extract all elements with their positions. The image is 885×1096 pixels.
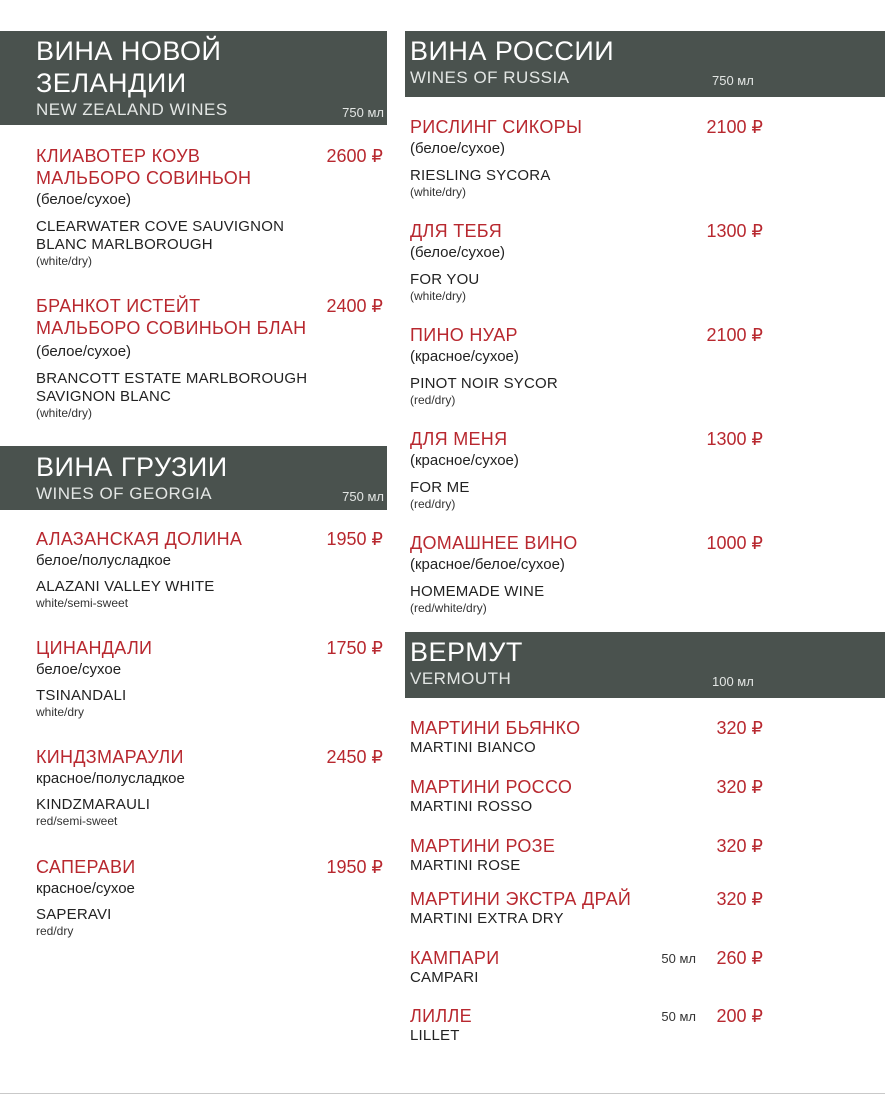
- vermouth-price: 320 ₽: [716, 718, 763, 738]
- wine-name: КЛИАВОТЕР КОУВ: [36, 146, 201, 166]
- wine-name: АЛАЗАНСКАЯ ДОЛИНА: [36, 529, 243, 549]
- wine-type-ru: красное/сухое: [36, 880, 135, 897]
- vermouth-name-en: LILLET: [410, 1027, 460, 1044]
- vermouth-name: ЛИЛЛЕ: [410, 1006, 472, 1026]
- wine-name: ПИНО НУАР: [410, 325, 518, 345]
- wine-type-en: white/dry: [36, 705, 85, 719]
- section-subtitle: WINES OF RUSSIA: [410, 68, 570, 87]
- wine-name-en: TSINANDALI: [36, 687, 127, 704]
- wine-name-en: HOMEMADE WINE: [410, 583, 545, 600]
- section-volume: 750 мл: [342, 105, 384, 120]
- wine-item: [410, 532, 763, 616]
- wine-name-en: SAVIGNON BLANC: [36, 388, 172, 405]
- wine-price: 1300 ₽: [706, 221, 763, 241]
- vermouth-name: МАРТИНИ БЬЯНКО: [410, 718, 581, 738]
- vermouth-item: [410, 776, 763, 816]
- vermouth-name-en: MARTINI BIANCO: [410, 739, 536, 756]
- vermouth-item: [410, 1005, 763, 1045]
- wine-type-ru: (красное/белое/сухое): [410, 556, 565, 573]
- wine-price: 2600 ₽: [326, 146, 383, 166]
- wine-type-ru: белое/полусладкое: [36, 552, 172, 569]
- wine-name: МАЛЬБОРО СОВИНЬОН БЛАН: [36, 318, 307, 338]
- vermouth-item: [410, 835, 763, 875]
- section-volume: 750 мл: [342, 489, 384, 504]
- section-volume: 750 мл: [712, 73, 754, 88]
- wine-name-en: BRANCOTT ESTATE MARLBOROUGH: [36, 370, 308, 387]
- wine-price: 1300 ₽: [706, 429, 763, 449]
- wine-name: ДЛЯ ТЕБЯ: [410, 221, 503, 241]
- section-header-vermouth: [405, 632, 885, 698]
- section-title: ВИНА ГРУЗИИ: [36, 452, 228, 482]
- wine-price: 1950 ₽: [326, 857, 383, 877]
- vermouth-name-en: MARTINI ROSSO: [410, 798, 533, 815]
- wine-type-en: (white/dry): [36, 406, 93, 420]
- wine-price: 2400 ₽: [326, 296, 383, 316]
- wine-name-en: FOR YOU: [410, 271, 480, 288]
- section-header-georgia: [0, 446, 387, 510]
- vermouth-price: 260 ₽: [716, 948, 763, 968]
- vermouth-price: 200 ₽: [716, 1006, 763, 1026]
- wine-item: [36, 746, 386, 829]
- wine-name: РИСЛИНГ СИКОРЫ: [410, 117, 583, 137]
- wine-name-en: KINDZMARAULI: [36, 796, 151, 813]
- section-header-russia: [405, 31, 885, 97]
- wine-type-en: white/semi-sweet: [36, 596, 129, 610]
- wine-item: [36, 528, 386, 611]
- wine-item: [410, 324, 763, 408]
- wine-name: МАЛЬБОРО СОВИНЬОН: [36, 168, 252, 188]
- wine-price: 2100 ₽: [706, 117, 763, 137]
- vermouth-item: [410, 888, 763, 928]
- wine-type-en: (red/dry): [410, 497, 456, 511]
- wine-item: [410, 428, 763, 512]
- wine-name: САПЕРАВИ: [36, 857, 136, 877]
- wine-name-en: CLEARWATER COVE SAUVIGNON: [36, 218, 285, 235]
- wine-name-en: ALAZANI VALLEY WHITE: [36, 578, 215, 595]
- wine-type-en: (white/dry): [36, 254, 93, 268]
- wine-type-en: (white/dry): [410, 185, 467, 199]
- vermouth-name: МАРТИНИ ЭКСТРА ДРАЙ: [410, 889, 632, 909]
- vermouth-item: [410, 947, 763, 987]
- vermouth-name-en: CAMPARI: [410, 969, 479, 986]
- vermouth-name-en: MARTINI ROSE: [410, 857, 521, 874]
- wine-price: 2450 ₽: [326, 747, 383, 767]
- wine-type-ru: (белое/сухое): [36, 191, 132, 208]
- vermouth-volume: 50 мл: [661, 951, 696, 966]
- wine-name-en: FOR ME: [410, 479, 470, 496]
- wine-type-ru: (красное/сухое): [410, 348, 519, 365]
- wine-name: КИНДЗМАРАУЛИ: [36, 747, 184, 767]
- section-subtitle: NEW ZEALAND WINES: [36, 100, 228, 119]
- wine-name-en: SAPERAVI: [36, 906, 112, 923]
- vermouth-price: 320 ₽: [716, 889, 763, 909]
- wine-type-en: (red/white/dry): [410, 601, 487, 615]
- wine-price: 1950 ₽: [326, 529, 383, 549]
- wine-type-en: (red/dry): [410, 393, 456, 407]
- wine-price: 2100 ₽: [706, 325, 763, 345]
- section-volume: 100 мл: [712, 674, 754, 689]
- vermouth-name-en: MARTINI EXTRA DRY: [410, 910, 564, 927]
- wine-item: [36, 145, 386, 269]
- wine-type-en: (white/dry): [410, 289, 467, 303]
- wine-name: ДЛЯ МЕНЯ: [410, 429, 508, 449]
- wine-item: [410, 220, 763, 304]
- wine-type-ru: (красное/сухое): [410, 452, 519, 469]
- wine-name-en: PINOT NOIR SYCOR: [410, 375, 558, 392]
- wine-name: ДОМАШНЕЕ ВИНО: [410, 533, 578, 553]
- section-title-line2: ЗЕЛАНДИИ: [36, 68, 187, 98]
- wine-type-ru: белое/сухое: [36, 661, 122, 678]
- wine-type-ru: (белое/сухое): [410, 140, 506, 157]
- wine-type-en: red/semi-sweet: [36, 814, 118, 828]
- wine-name: ЦИНАНДАЛИ: [36, 638, 153, 658]
- page-bottom-divider: [0, 1093, 885, 1094]
- section-title: ВЕРМУТ: [410, 637, 523, 667]
- wine-name-en: BLANC MARLBOROUGH: [36, 236, 213, 253]
- vermouth-name: МАРТИНИ РОССО: [410, 777, 573, 797]
- wine-name-en: RIESLING SYCORA: [410, 167, 551, 184]
- section-title-line1: ВИНА НОВОЙ: [36, 36, 222, 66]
- wine-type-ru: красное/полусладкое: [36, 770, 185, 787]
- wine-price: 1000 ₽: [706, 533, 763, 553]
- section-title: ВИНА РОССИИ: [410, 36, 615, 66]
- section-subtitle: WINES OF GEORGIA: [36, 484, 213, 503]
- vermouth-item: [410, 717, 763, 757]
- wine-type-ru: (белое/сухое): [36, 343, 132, 360]
- wine-item: [36, 295, 386, 421]
- vermouth-name: МАРТИНИ РОЗЕ: [410, 836, 556, 856]
- wine-type-ru: (белое/сухое): [410, 244, 506, 261]
- vermouth-name: КАМПАРИ: [410, 948, 500, 968]
- section-header-new-zealand: [0, 31, 387, 125]
- wine-item: [36, 856, 386, 939]
- wine-item: [36, 637, 386, 720]
- vermouth-price: 320 ₽: [716, 836, 763, 856]
- wine-name: БРАНКОТ ИСТЕЙТ: [36, 296, 201, 316]
- section-subtitle: VERMOUTH: [410, 669, 512, 688]
- wine-type-en: red/dry: [36, 924, 74, 938]
- wine-item: [410, 116, 763, 200]
- vermouth-price: 320 ₽: [716, 777, 763, 797]
- vermouth-volume: 50 мл: [661, 1009, 696, 1024]
- wine-price: 1750 ₽: [326, 638, 383, 658]
